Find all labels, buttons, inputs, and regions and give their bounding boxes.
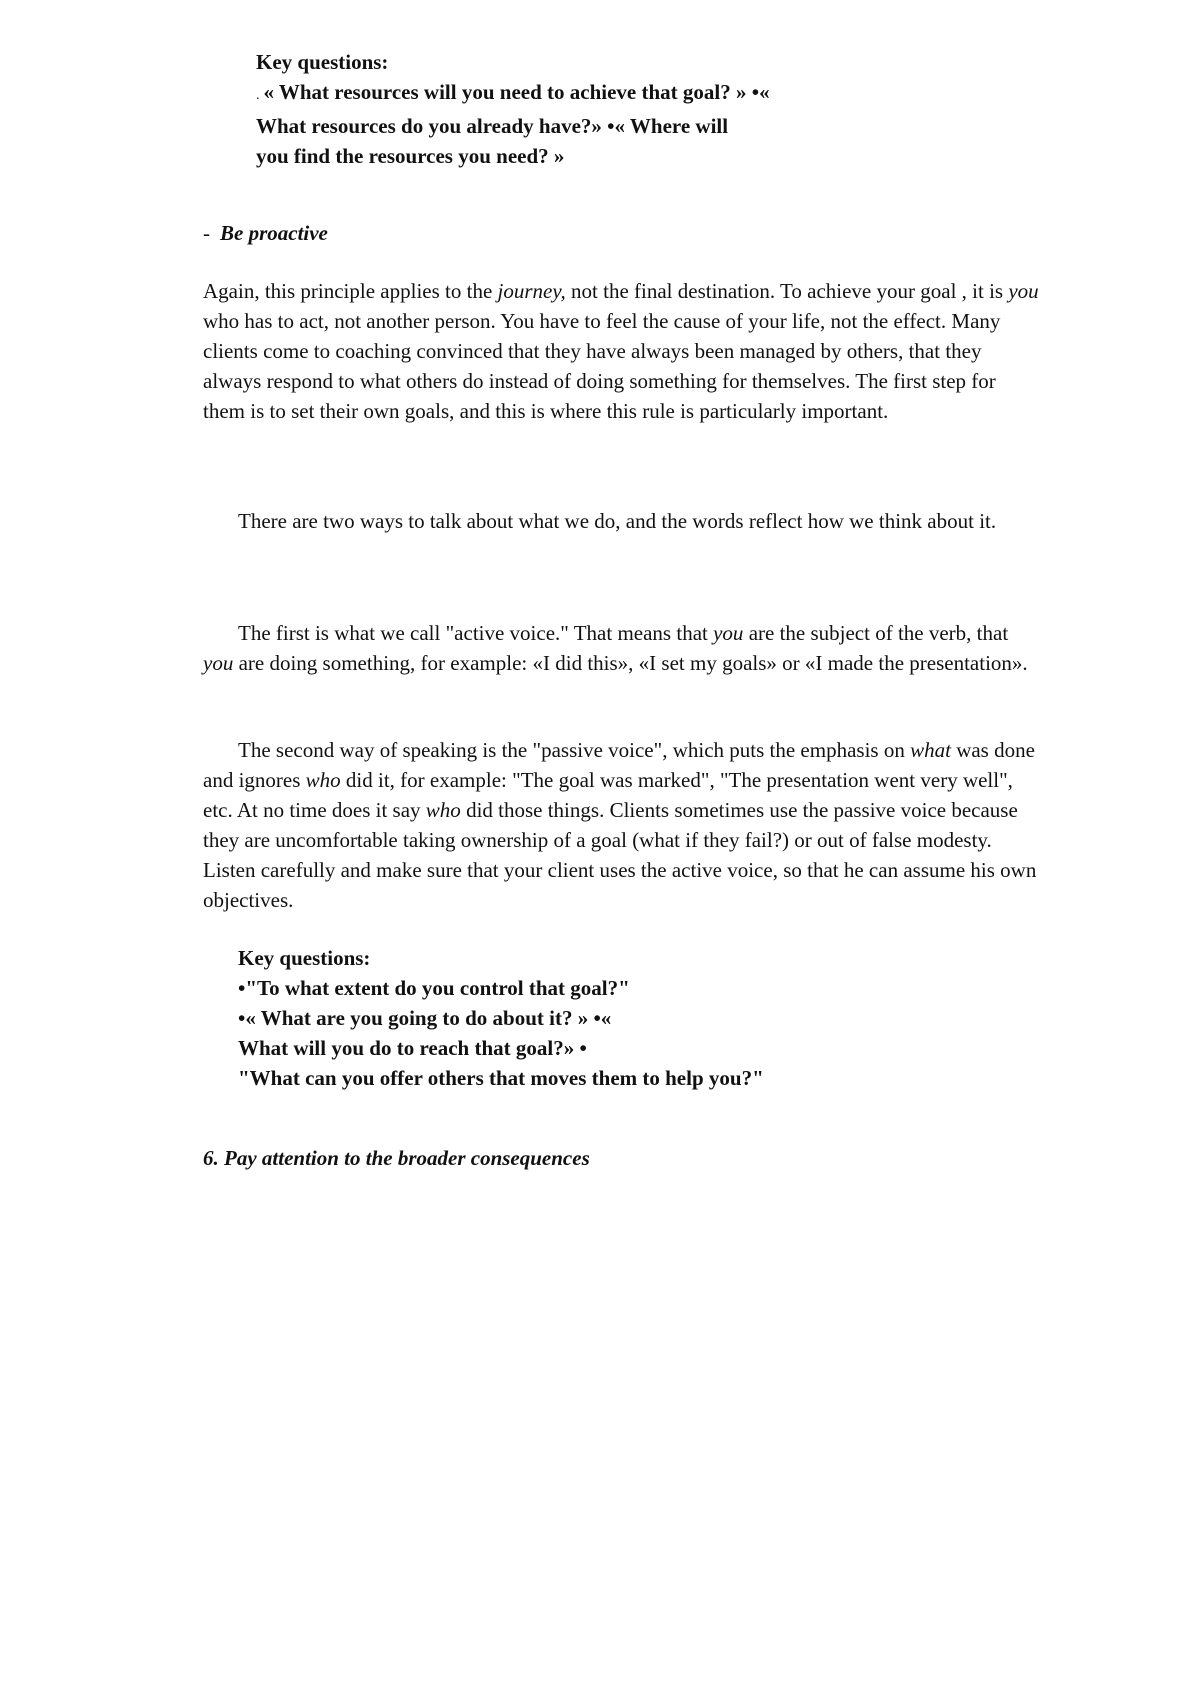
- emphasis-what: what: [910, 738, 951, 762]
- paragraph-active-voice: The first is what we call "active voice." That means that you are the subject of the verb, that you are doing something, for example: «I did this», «I set my goals» or «I made the presentation».: [203, 621, 1028, 675]
- key-question-line: •"To what extent do you control that goal?": [238, 976, 630, 1000]
- key-question-line: What will you do to reach that goal?» •: [238, 1036, 587, 1060]
- key-question-line: What resources do you already have?» •« Where will: [256, 114, 729, 138]
- key-questions-heading: Key questions:: [238, 946, 371, 970]
- heading-dash: -: [203, 221, 210, 245]
- key-questions-heading: Key questions:: [256, 50, 389, 74]
- paragraph-two-ways: There are two ways to talk about what we do, and the words reflect how we think about it.: [238, 509, 997, 533]
- heading-text: Be proactive: [220, 221, 328, 245]
- emphasis-you: you: [1008, 279, 1039, 303]
- section-heading-be-proactive: [203, 218, 328, 248]
- bullet-marker: .: [256, 88, 260, 103]
- key-question-line: "What can you offer others that moves them to help you?": [238, 1066, 764, 1090]
- section-heading-broader-consequences: 6. Pay attention to the broader consequences: [203, 1146, 590, 1170]
- emphasis-who: who: [305, 768, 341, 792]
- key-question-line: •« What are you going to do about it? » •«: [238, 1006, 612, 1030]
- paragraph-again: Again, this principle applies to the journey, not the final destination. To achieve your goal , it is you who has to act, not another person. You have to feel the cause of your life, not the effect. Many clients come to coaching convinced that they have always been managed by others, that they always respond to what others do instead of doing something for themselves. The first step for them is to set their own goals, and this is where this rule is particularly important.: [203, 279, 1039, 423]
- key-questions-block-2: [238, 943, 998, 1093]
- key-question-line: . « What resources will you need to achieve that goal? » •«: [256, 80, 770, 104]
- emphasis-you: you: [713, 621, 744, 645]
- key-questions-block-1: [256, 47, 956, 171]
- paragraph-passive-voice: The second way of speaking is the "passive voice", which puts the emphasis on what was done and ignores who did it, for example: "The goal was marked", "The presentation went very well", etc. At no time does it say who did those things. Clients sometimes use the passive voice because they are uncomfortable taking ownership of a goal (what if they fail?) or out of false modesty. Listen carefully and make sure that your client uses the active voice, so that he can assume his own objectives.: [203, 738, 1037, 912]
- emphasis-you: you: [203, 651, 234, 675]
- emphasis-journey: journey,: [497, 279, 566, 303]
- emphasis-who: who: [425, 798, 461, 822]
- key-question-line: you find the resources you need? »: [256, 144, 565, 168]
